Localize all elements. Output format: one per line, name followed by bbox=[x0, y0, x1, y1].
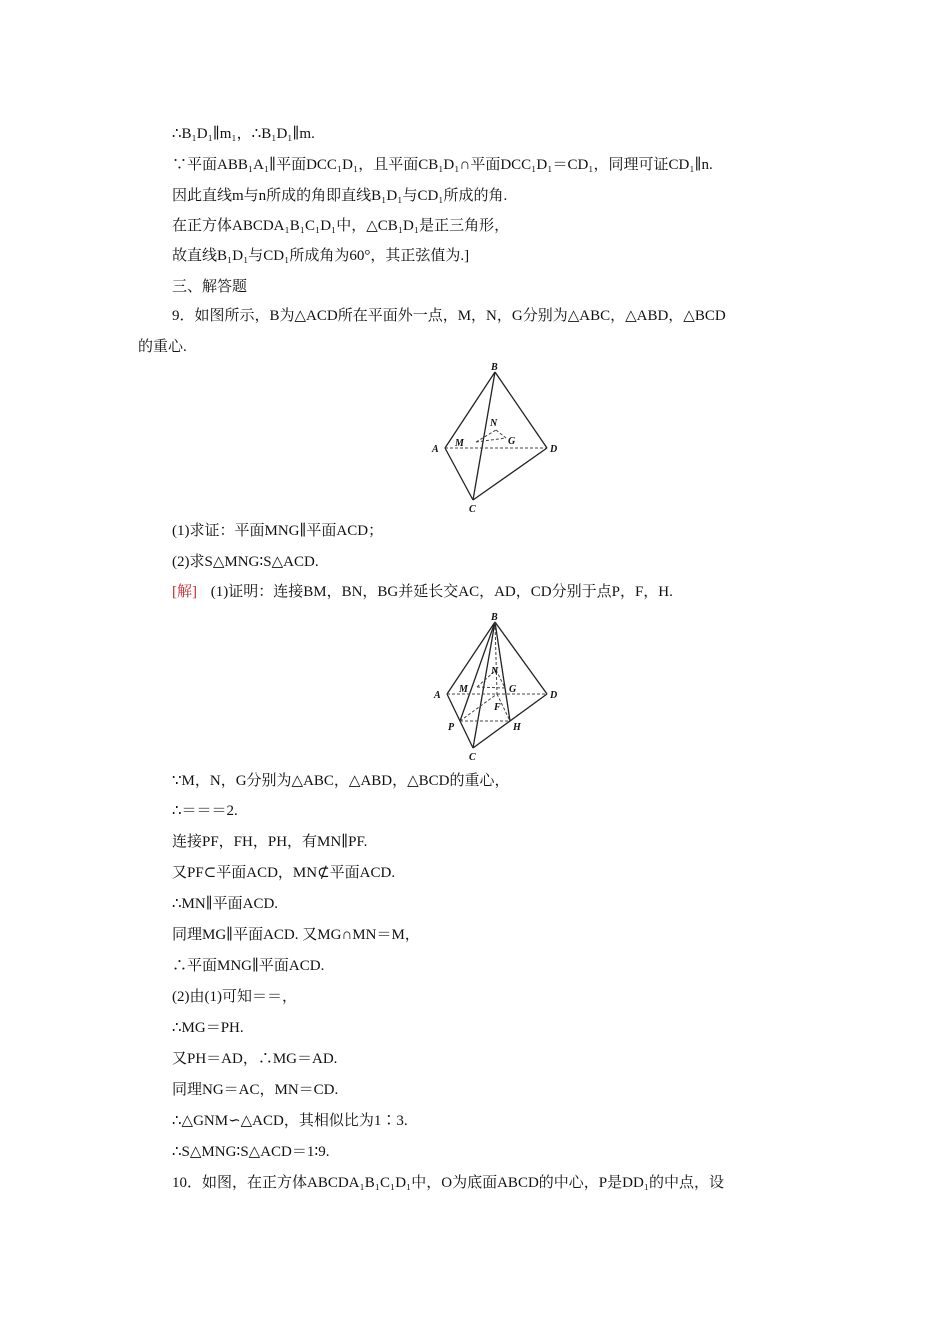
solution-text: (1)证明：连接BM，BN，BG并延长交AC，AD，CD分别于点P，F，H. bbox=[210, 584, 673, 600]
segment-NG bbox=[496, 430, 506, 438]
label-C: C bbox=[469, 752, 476, 763]
text-line: 又PH＝AD，∴MG＝AD. bbox=[172, 1051, 338, 1067]
edge-BC bbox=[473, 372, 495, 500]
text-line: ∴MG＝PH. bbox=[172, 1020, 244, 1036]
label-C: C bbox=[469, 504, 476, 515]
question-2: (2)求S△MNG∶S△ACD. bbox=[172, 554, 319, 570]
label-D: D bbox=[550, 444, 558, 455]
text-line: 同理NG＝AC，MN＝CD. bbox=[172, 1082, 339, 1098]
problem-9-stem: 9．如图所示，B为△ACD所在平面外一点，M，N，G分别为△ABC，△ABD，△BCD bbox=[172, 308, 726, 324]
text-line: ∴平面MNG∥平面ACD. bbox=[172, 958, 325, 974]
segment-MG bbox=[476, 438, 506, 442]
edge-AC bbox=[445, 448, 473, 500]
segment-MG bbox=[477, 687, 505, 688]
tetrahedron-figure-1 bbox=[420, 360, 570, 518]
label-A: A bbox=[432, 444, 439, 455]
text-line: (2)由(1)可知＝＝， bbox=[172, 989, 297, 1005]
text-line: 又PF⊂平面ACD，MN⊄平面ACD. bbox=[172, 865, 396, 881]
text-line: 因此直线m与n所成的角即直线B₁D₁与CD₁所成的角. bbox=[172, 188, 508, 204]
label-G: G bbox=[508, 436, 516, 447]
text-line: 故直线B₁D₁与CD₁所成角为60°，其正弦值为.] bbox=[172, 248, 470, 264]
edge-BA bbox=[445, 372, 495, 448]
edge-BA bbox=[447, 622, 495, 694]
label-N: N bbox=[490, 418, 498, 429]
label-D: D bbox=[550, 690, 558, 701]
section-heading: 三、解答题 bbox=[172, 279, 248, 295]
edge-BD bbox=[495, 622, 547, 694]
problem-10-stem: 10．如图，在正方体ABCDA₁B₁C₁D₁中，O为底面ABCD的中心，P是DD₁的中点，设 bbox=[172, 1175, 725, 1191]
text-line: ∴MN∥平面ACD. bbox=[172, 896, 279, 912]
label-A: A bbox=[434, 690, 441, 701]
label-F: F bbox=[494, 702, 501, 713]
text-line: ∴＝＝＝2. bbox=[172, 803, 238, 819]
solution-start bbox=[172, 582, 832, 602]
problem-9-stem-cont: 的重心. bbox=[138, 339, 187, 355]
text-line: ∴S△MNG∶S△ACD＝1∶9. bbox=[172, 1144, 330, 1160]
tetrahedron-figure-2 bbox=[425, 612, 575, 764]
text-line: ∴B₁D₁∥m₁，∴B₁D₁∥m. bbox=[172, 126, 315, 142]
label-P: P bbox=[448, 722, 455, 733]
label-N: N bbox=[491, 666, 499, 677]
label-B: B bbox=[491, 362, 498, 373]
label-B: B bbox=[491, 612, 498, 623]
label-G: G bbox=[509, 684, 517, 695]
text-line: 在正方体ABCDA₁B₁C₁D₁中，△CB₁D₁是正三角形， bbox=[172, 218, 510, 234]
text-line: ∵平面ABB₁A₁∥平面DCC₁D₁，且平面CB₁D₁∩平面DCC₁D₁＝CD₁，同理可证CD₁∥n. bbox=[172, 157, 713, 173]
label-M: M bbox=[455, 438, 464, 449]
text-line: 连接PF，FH，PH，有MN∥PF. bbox=[172, 834, 368, 850]
solution-tag: [解] bbox=[172, 584, 197, 600]
text-line: ∴△GNM∽△ACD，其相似比为1∶3. bbox=[172, 1113, 408, 1129]
edge-BD bbox=[495, 372, 547, 448]
text-line: 同理MG∥平面ACD. 又MG∩MN＝M， bbox=[172, 927, 420, 943]
edge-DC bbox=[473, 448, 547, 500]
segment-BP bbox=[460, 622, 495, 721]
label-H: H bbox=[513, 722, 521, 733]
edge-BC bbox=[473, 622, 495, 748]
label-M: M bbox=[459, 684, 468, 695]
text-line: ∵M，N，G分别为△ABC，△ABD，△BCD的重心， bbox=[172, 773, 510, 789]
question-1: (1)求证：平面MNG∥平面ACD； bbox=[172, 523, 384, 539]
